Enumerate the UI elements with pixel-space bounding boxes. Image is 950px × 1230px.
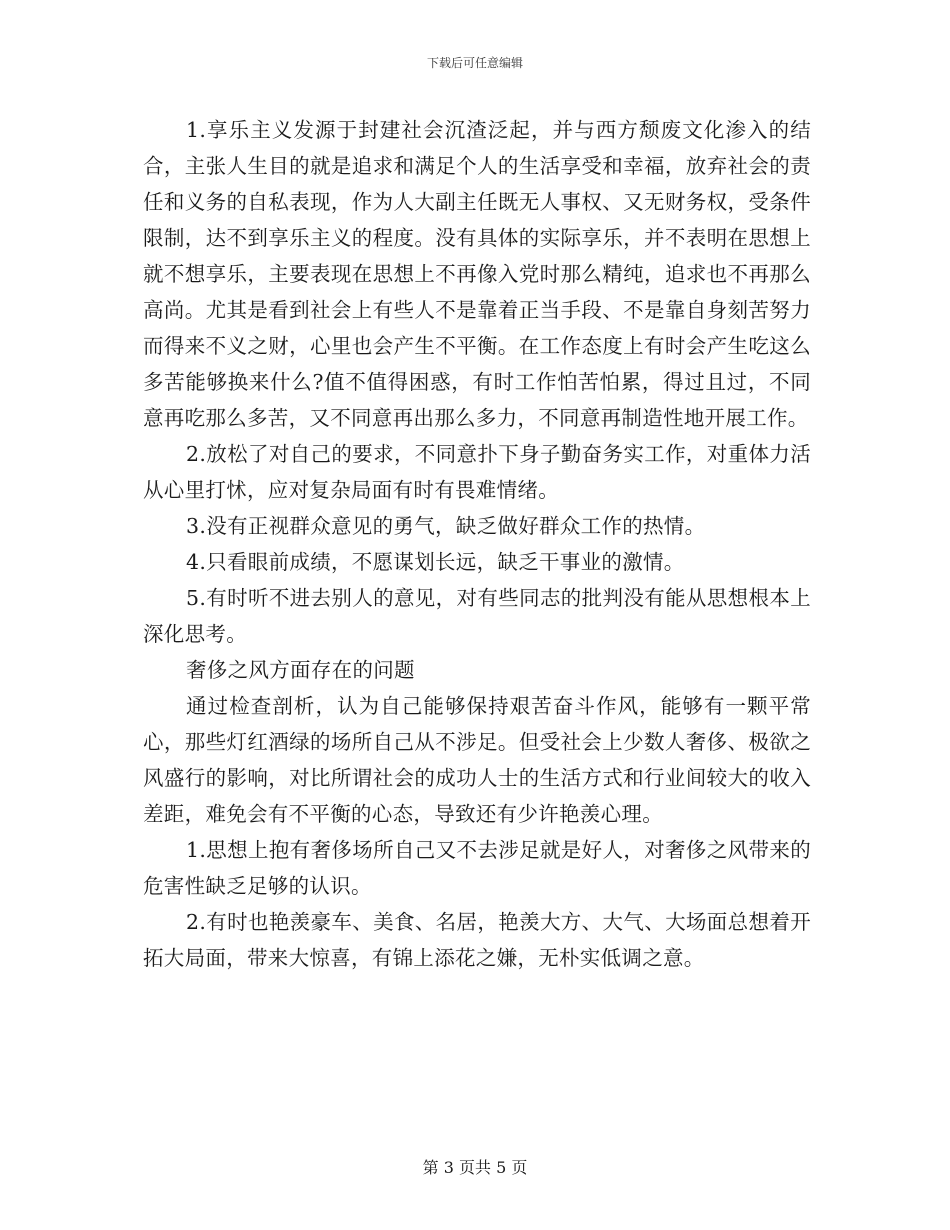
paragraph-envy: 2.有时也艳羡豪车、美食、名居，艳羡大方、大气、大场面总想着开拓大局面，带来大惊喜，有锦上添花之嫌，无朴实低调之意。 [143,910,811,970]
paragraph-criticism: 5.有时听不进去别人的意见，对有些同志的批判没有能从思想根本上深化思考。 [143,586,811,646]
paragraph-mass-opinion: 3.没有正视群众意见的勇气，缺乏做好群众工作的热情。 [186,514,706,538]
paragraph-short-term: 4.只看眼前成绩，不愿谋划长远，缺乏干事业的激情。 [186,550,685,574]
paragraph-relaxed-requirements: 2.放松了对自己的要求，不同意扑下身子勤奋务实工作，对重体力活从心里打怵，应对复杂局面有时有畏难情绪。 [143,442,811,502]
page-number-footer: 第 3 页共 5 页 [422,1158,528,1177]
page-header: 下载后可任意编辑 [426,56,523,70]
paragraph-extravagance-awareness: 1.思想上抱有奢侈场所自己又不去涉足就是好人，对奢侈之风带来的危害性缺乏足够的认识。 [143,838,811,898]
section-heading-extravagance: 奢侈之风方面存在的问题 [186,658,415,682]
paragraph-hedonism: 1.享乐主义发源于封建社会沉渣泛起，并与西方颓废文化渗入的结合，主张人生目的就是追求和满足个人的生活享受和幸福，放弃社会的责任和义务的自私表现，作为人大副主任既无人事权、又无财务权，受条件限制，达不到享乐主义的程度。没有具体的实际享乐，并不表明在思想上就不想享乐，主要表现在思想上不再像入党时那么精纯，追求也不再那么高尚。尤其是看到社会上有些人不是靠着正当手段、不是靠自身刻苦努力而得来不义之财，心里也会产生不平衡。在工作态度上有时会产生吃这么多苦能够换来什么?值不值得困惑，有时工作怕苦怕累，得过且过，不同意再吃那么多苦，又不同意再出那么多力，不同意再制造性地开展工作。 [143,118,811,430]
document-body [143,112,811,976]
paragraph-self-analysis: 通过检查剖析，认为自己能够保持艰苦奋斗作风，能够有一颗平常心，那些灯红酒绿的场所自己从不涉足。但受社会上少数人奢侈、极欲之风盛行的影响，对比所谓社会的成功人士的生活方式和行业间较大的收入差距，难免会有不平衡的心态，导致还有少许艳羡心理。 [143,694,811,826]
